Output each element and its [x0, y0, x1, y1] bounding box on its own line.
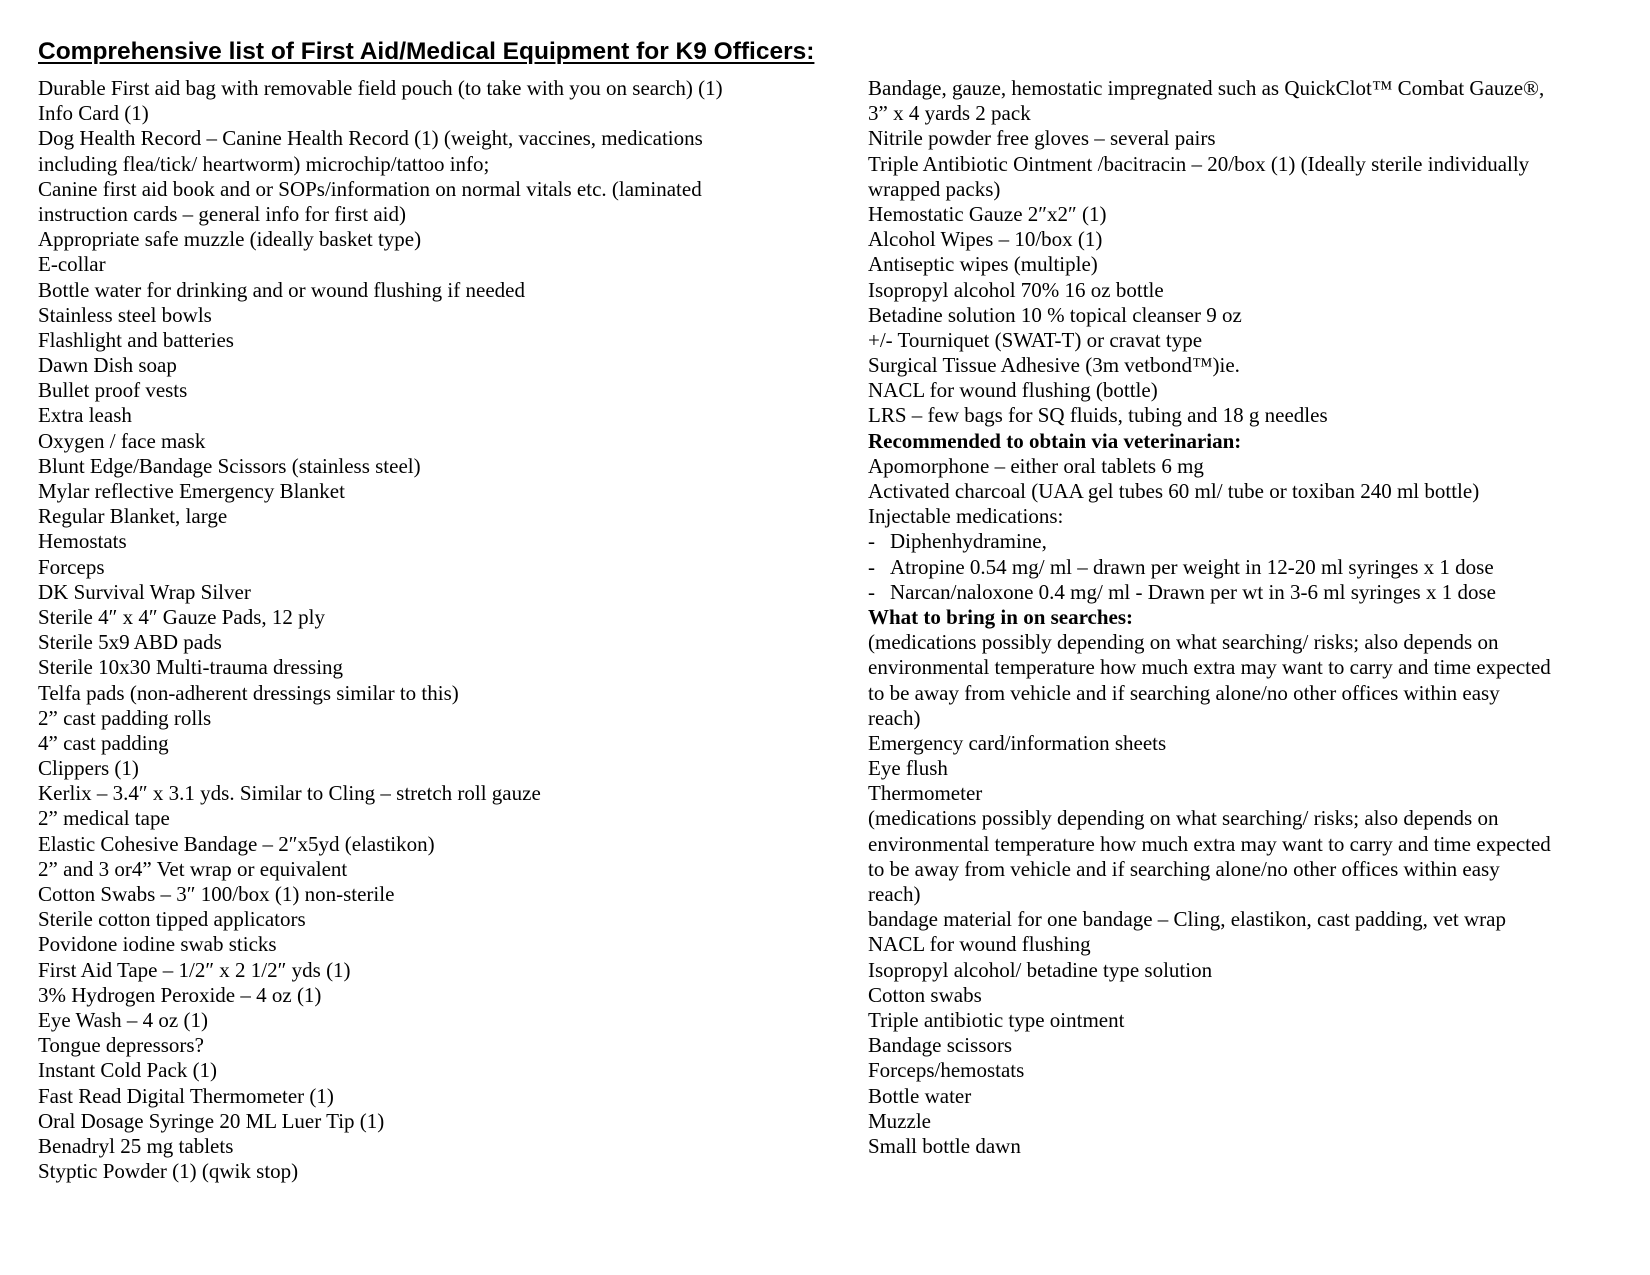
list-item: - Narcan/naloxone 0.4 mg/ ml - Drawn per wt in 3-6 ml syringes x 1 dose [868, 580, 1638, 605]
list-item: wrapped packs) [868, 176, 1001, 201]
list-item: to be away from vehicle and if searching alone/no other offices within easy [868, 856, 1500, 881]
list-item: Mylar reflective Emergency Blanket [38, 479, 345, 503]
list-item: Sterile 10x30 Multi-trauma dressing [38, 655, 344, 680]
list-item: Canine first aid book and or SOPs/information on normal vitals etc. (laminated [38, 176, 702, 201]
list-item: 2” medical tape [38, 806, 170, 831]
list-item: Sterile 4″ x 4″ Gauze Pads, 12 ply [38, 604, 325, 629]
list-item: bandage material for one bandage – Cling, elastikon, cast padding, vet wrap [868, 907, 1506, 932]
list-item: 3% Hydrogen Peroxide – 4 oz (1) [38, 982, 322, 1007]
list-item: 2” and 3 or4” Vet wrap or equivalent [38, 856, 348, 881]
list-item: Hemostatic Gauze 2″x2″ (1) [868, 201, 1107, 226]
list-item: Bottle water for drinking and or wound flushing if needed [38, 277, 525, 302]
list-item: Antiseptic wipes (multiple) [868, 252, 1098, 277]
list-item: Activated charcoal (UAA gel tubes 60 ml/ tube or toxiban 240 ml bottle) [868, 479, 1480, 503]
list-item: Cotton Swabs – 3″ 100/box (1) non-sterile [38, 882, 395, 906]
page-title: Comprehensive list of First Aid/Medical Equipment for K9 Officers: [38, 38, 815, 65]
list-item: Stainless steel bowls [38, 302, 212, 327]
section-heading: What to bring in on searches: [868, 604, 1134, 629]
list-item: to be away from vehicle and if searching alone/no other offices within easy [868, 680, 1500, 705]
list-item: (medications possibly depending on what searching/ risks; also depends on [868, 630, 1499, 655]
list-item: Small bottle dawn [868, 1133, 1021, 1158]
list-item: (medications possibly depending on what searching/ risks; also depends on [868, 806, 1499, 831]
list-item: Isopropyl alcohol/ betadine type solution [868, 957, 1213, 982]
list-item: E-collar [38, 252, 106, 277]
list-item: Telfa pads (non-adherent dressings similar to this) [38, 680, 459, 705]
list-item: 4” cast padding [38, 730, 169, 755]
list-item: Apomorphone – either oral tablets 6 mg [868, 453, 1204, 478]
list-item: reach) [868, 882, 921, 906]
list-item: instruction cards – general info for first aid) [38, 201, 406, 226]
list-item: reach) [868, 705, 921, 730]
list-item: Bullet proof vests [38, 378, 188, 403]
list-item: environmental temperature how much extra may want to carry and time expected [868, 655, 1551, 680]
list-item: First Aid Tape – 1/2″ x 2 1/2″ yds (1) [38, 957, 351, 982]
list-item: Oral Dosage Syringe 20 ML Luer Tip (1) [38, 1108, 385, 1133]
list-item: Alcohol Wipes – 10/box (1) [868, 227, 1103, 252]
list-item: including flea/tick/ heartworm) microchip/tattoo info; [38, 151, 490, 176]
list-item: Oxygen / face mask [38, 428, 206, 453]
list-item: Blunt Edge/Bandage Scissors (stainless steel) [38, 453, 421, 478]
list-item: Forceps [38, 554, 105, 579]
left-column-list [38, 76, 838, 1184]
list-item: Nitrile powder free gloves – several pairs [868, 126, 1216, 151]
list-item: Isopropyl alcohol 70% 16 oz bottle [868, 277, 1164, 302]
list-item: Eye Wash – 4 oz (1) [38, 1007, 208, 1032]
list-item: 3” x 4 yards 2 pack [868, 101, 1031, 126]
list-item: Sterile 5x9 ABD pads [38, 630, 222, 655]
list-item: Appropriate safe muzzle (ideally basket type) [38, 227, 422, 252]
right-column-list [868, 76, 1638, 1159]
list-item: Hemostats [38, 529, 127, 554]
list-item: Povidone iodine swab sticks [38, 932, 277, 957]
list-item: Sterile cotton tipped applicators [38, 907, 306, 932]
list-item: Thermometer [868, 781, 983, 806]
list-item: LRS – few bags for SQ fluids, tubing and 18 g needles [868, 403, 1328, 428]
list-item: Extra leash [38, 403, 132, 428]
list-item: Info Card (1) [38, 101, 149, 126]
list-item: NACL for wound flushing [868, 932, 1091, 957]
list-item: Muzzle [868, 1108, 931, 1133]
list-item: Elastic Cohesive Bandage – 2″x5yd (elastikon) [38, 831, 435, 856]
list-item: Bandage scissors [868, 1033, 1013, 1058]
list-item: Triple antibiotic type ointment [868, 1007, 1125, 1032]
section-heading: Recommended to obtain via veterinarian: [868, 428, 1242, 453]
list-item: Dog Health Record – Canine Health Record (1) (weight, vaccines, medications [38, 126, 703, 151]
list-item: Eye flush [868, 756, 948, 781]
list-item: DK Survival Wrap Silver [38, 579, 251, 604]
list-item: Surgical Tissue Adhesive (3m vetbond™)ie. [868, 353, 1240, 378]
list-item: Bottle water [868, 1083, 972, 1108]
list-item: +/- Tourniquet (SWAT-T) or cravat type [868, 327, 1203, 352]
list-item: Bandage, gauze, hemostatic impregnated such as QuickClot™ Combat Gauze®, [868, 76, 1545, 100]
list-item: Benadryl 25 mg tablets [38, 1133, 234, 1158]
list-item: Regular Blanket, large [38, 504, 228, 529]
list-item: Betadine solution 10 % topical cleanser 9 oz [868, 302, 1242, 327]
list-item: environmental temperature how much extra may want to carry and time expected [868, 831, 1551, 856]
list-item: - Atropine 0.54 mg/ ml – drawn per weight in 12-20 ml syringes x 1 dose [868, 555, 1638, 580]
list-item: Instant Cold Pack (1) [38, 1058, 218, 1083]
list-item: Tongue depressors? [38, 1033, 204, 1058]
list-item: Flashlight and batteries [38, 327, 234, 352]
list-item: Injectable medications: [868, 504, 1064, 529]
list-item: Triple Antibiotic Ointment /bacitracin – 20/box (1) (Ideally sterile individually [868, 151, 1530, 176]
list-item: Styptic Powder (1) (qwik stop) [38, 1159, 299, 1184]
list-item: Emergency card/information sheets [868, 730, 1167, 755]
list-item: Kerlix – 3.4″ x 3.1 yds. Similar to Cling – stretch roll gauze [38, 781, 541, 806]
list-item: Dawn Dish soap [38, 353, 177, 378]
list-item: Clippers (1) [38, 756, 139, 781]
list-item: NACL for wound flushing (bottle) [868, 378, 1158, 403]
list-item: 2” cast padding rolls [38, 705, 212, 730]
list-item: Forceps/hemostats [868, 1058, 1025, 1083]
list-item: - Diphenhydramine, [868, 529, 1638, 554]
list-item: Cotton swabs [868, 982, 982, 1007]
list-item: Durable First aid bag with removable field pouch (to take with you on search) (1) [38, 76, 723, 100]
list-item: Fast Read Digital Thermometer (1) [38, 1083, 334, 1108]
